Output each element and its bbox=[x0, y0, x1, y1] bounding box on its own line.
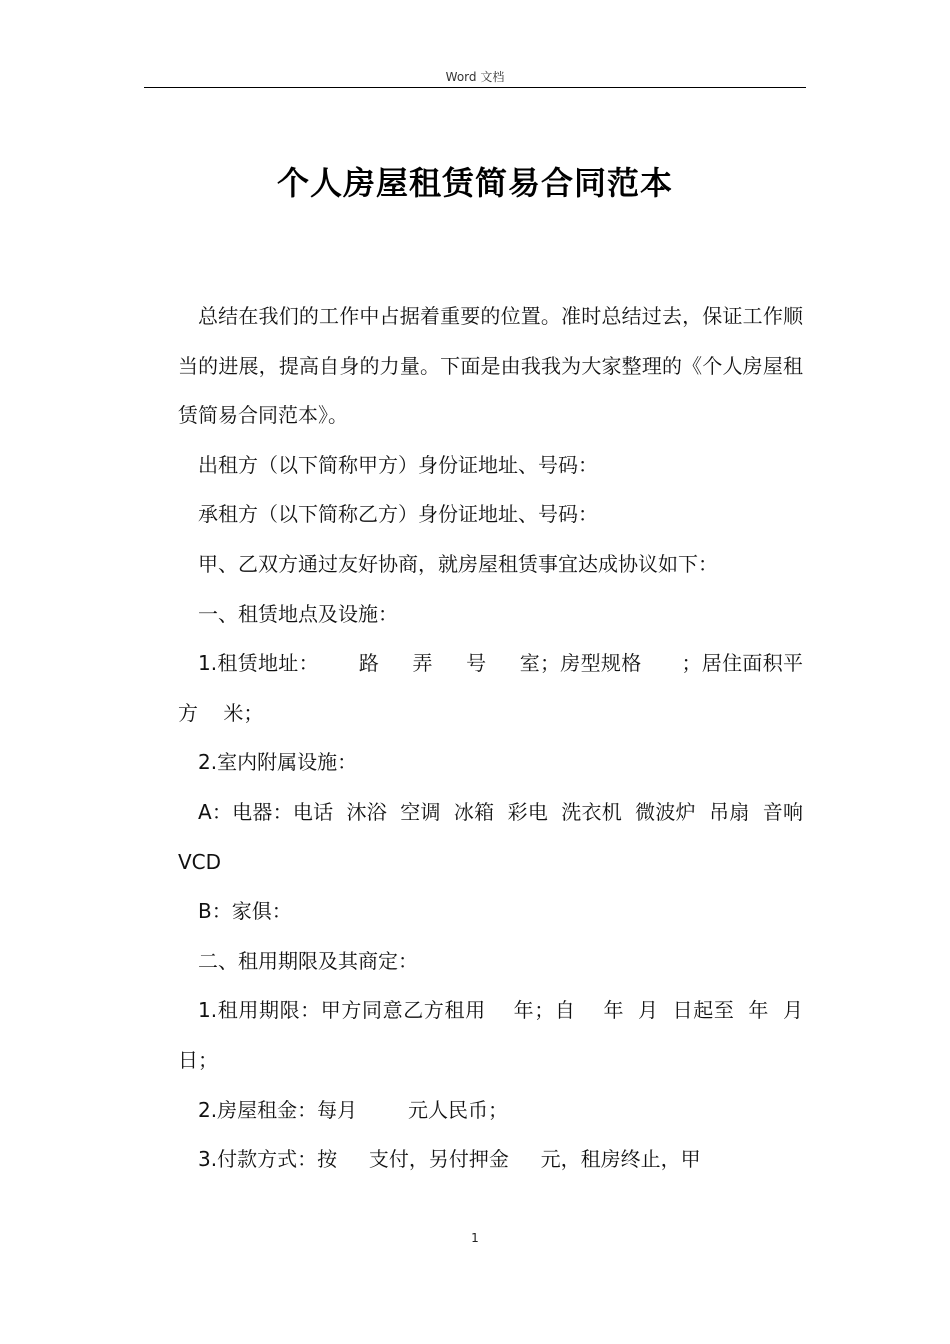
paragraph-lease-term: 1.租用期限：甲方同意乙方租用 年；自 年 月 日起至 年 月 日； bbox=[178, 998, 816, 1072]
document-body bbox=[178, 292, 816, 1185]
header-divider bbox=[144, 87, 806, 88]
section-heading-location: 一、租赁地点及设施： bbox=[198, 601, 398, 626]
section-heading-term: 二、租用期限及其商定： bbox=[198, 948, 418, 973]
paragraph-facilities: 2.室内附属设施： bbox=[198, 750, 358, 775]
paragraph-intro: 总结在我们的工作中占据着重要的位置。准时总结过去，保证工作顺当的进展，提高自身的力量。下面是由我我为大家整理的《个人房屋租赁简易合同范本》。 bbox=[178, 304, 803, 428]
paragraph-furniture: B：家俱： bbox=[198, 899, 292, 924]
page-number: 1 bbox=[471, 1231, 479, 1245]
paragraph-rent: 2.房屋租金：每月 元人民币； bbox=[198, 1097, 508, 1122]
paragraph-agreement: 甲、乙双方通过友好协商，就房屋租赁事宜达成协议如下： bbox=[198, 551, 718, 576]
page-header-label: Word 文档 bbox=[445, 70, 505, 84]
document-title: 个人房屋租赁简易合同范本 bbox=[276, 164, 673, 202]
paragraph-address: 1.租赁地址： 路 弄 号 室；房型规格 ；居住面积平方 米； bbox=[178, 651, 803, 725]
paragraph-lessor: 出租方（以下简称甲方）身份证地址、号码： bbox=[198, 452, 598, 477]
paragraph-lessee: 承租方（以下简称乙方）身份证地址、号码： bbox=[198, 502, 598, 527]
paragraph-appliances: A：电器：电话 沐浴 空调 冰箱 彩电 洗衣机 微波炉 吊扇 音响 VCD bbox=[178, 799, 816, 874]
paragraph-payment: 3.付款方式：按 支付，另付押金 元，租房终止，甲 bbox=[198, 1147, 701, 1172]
